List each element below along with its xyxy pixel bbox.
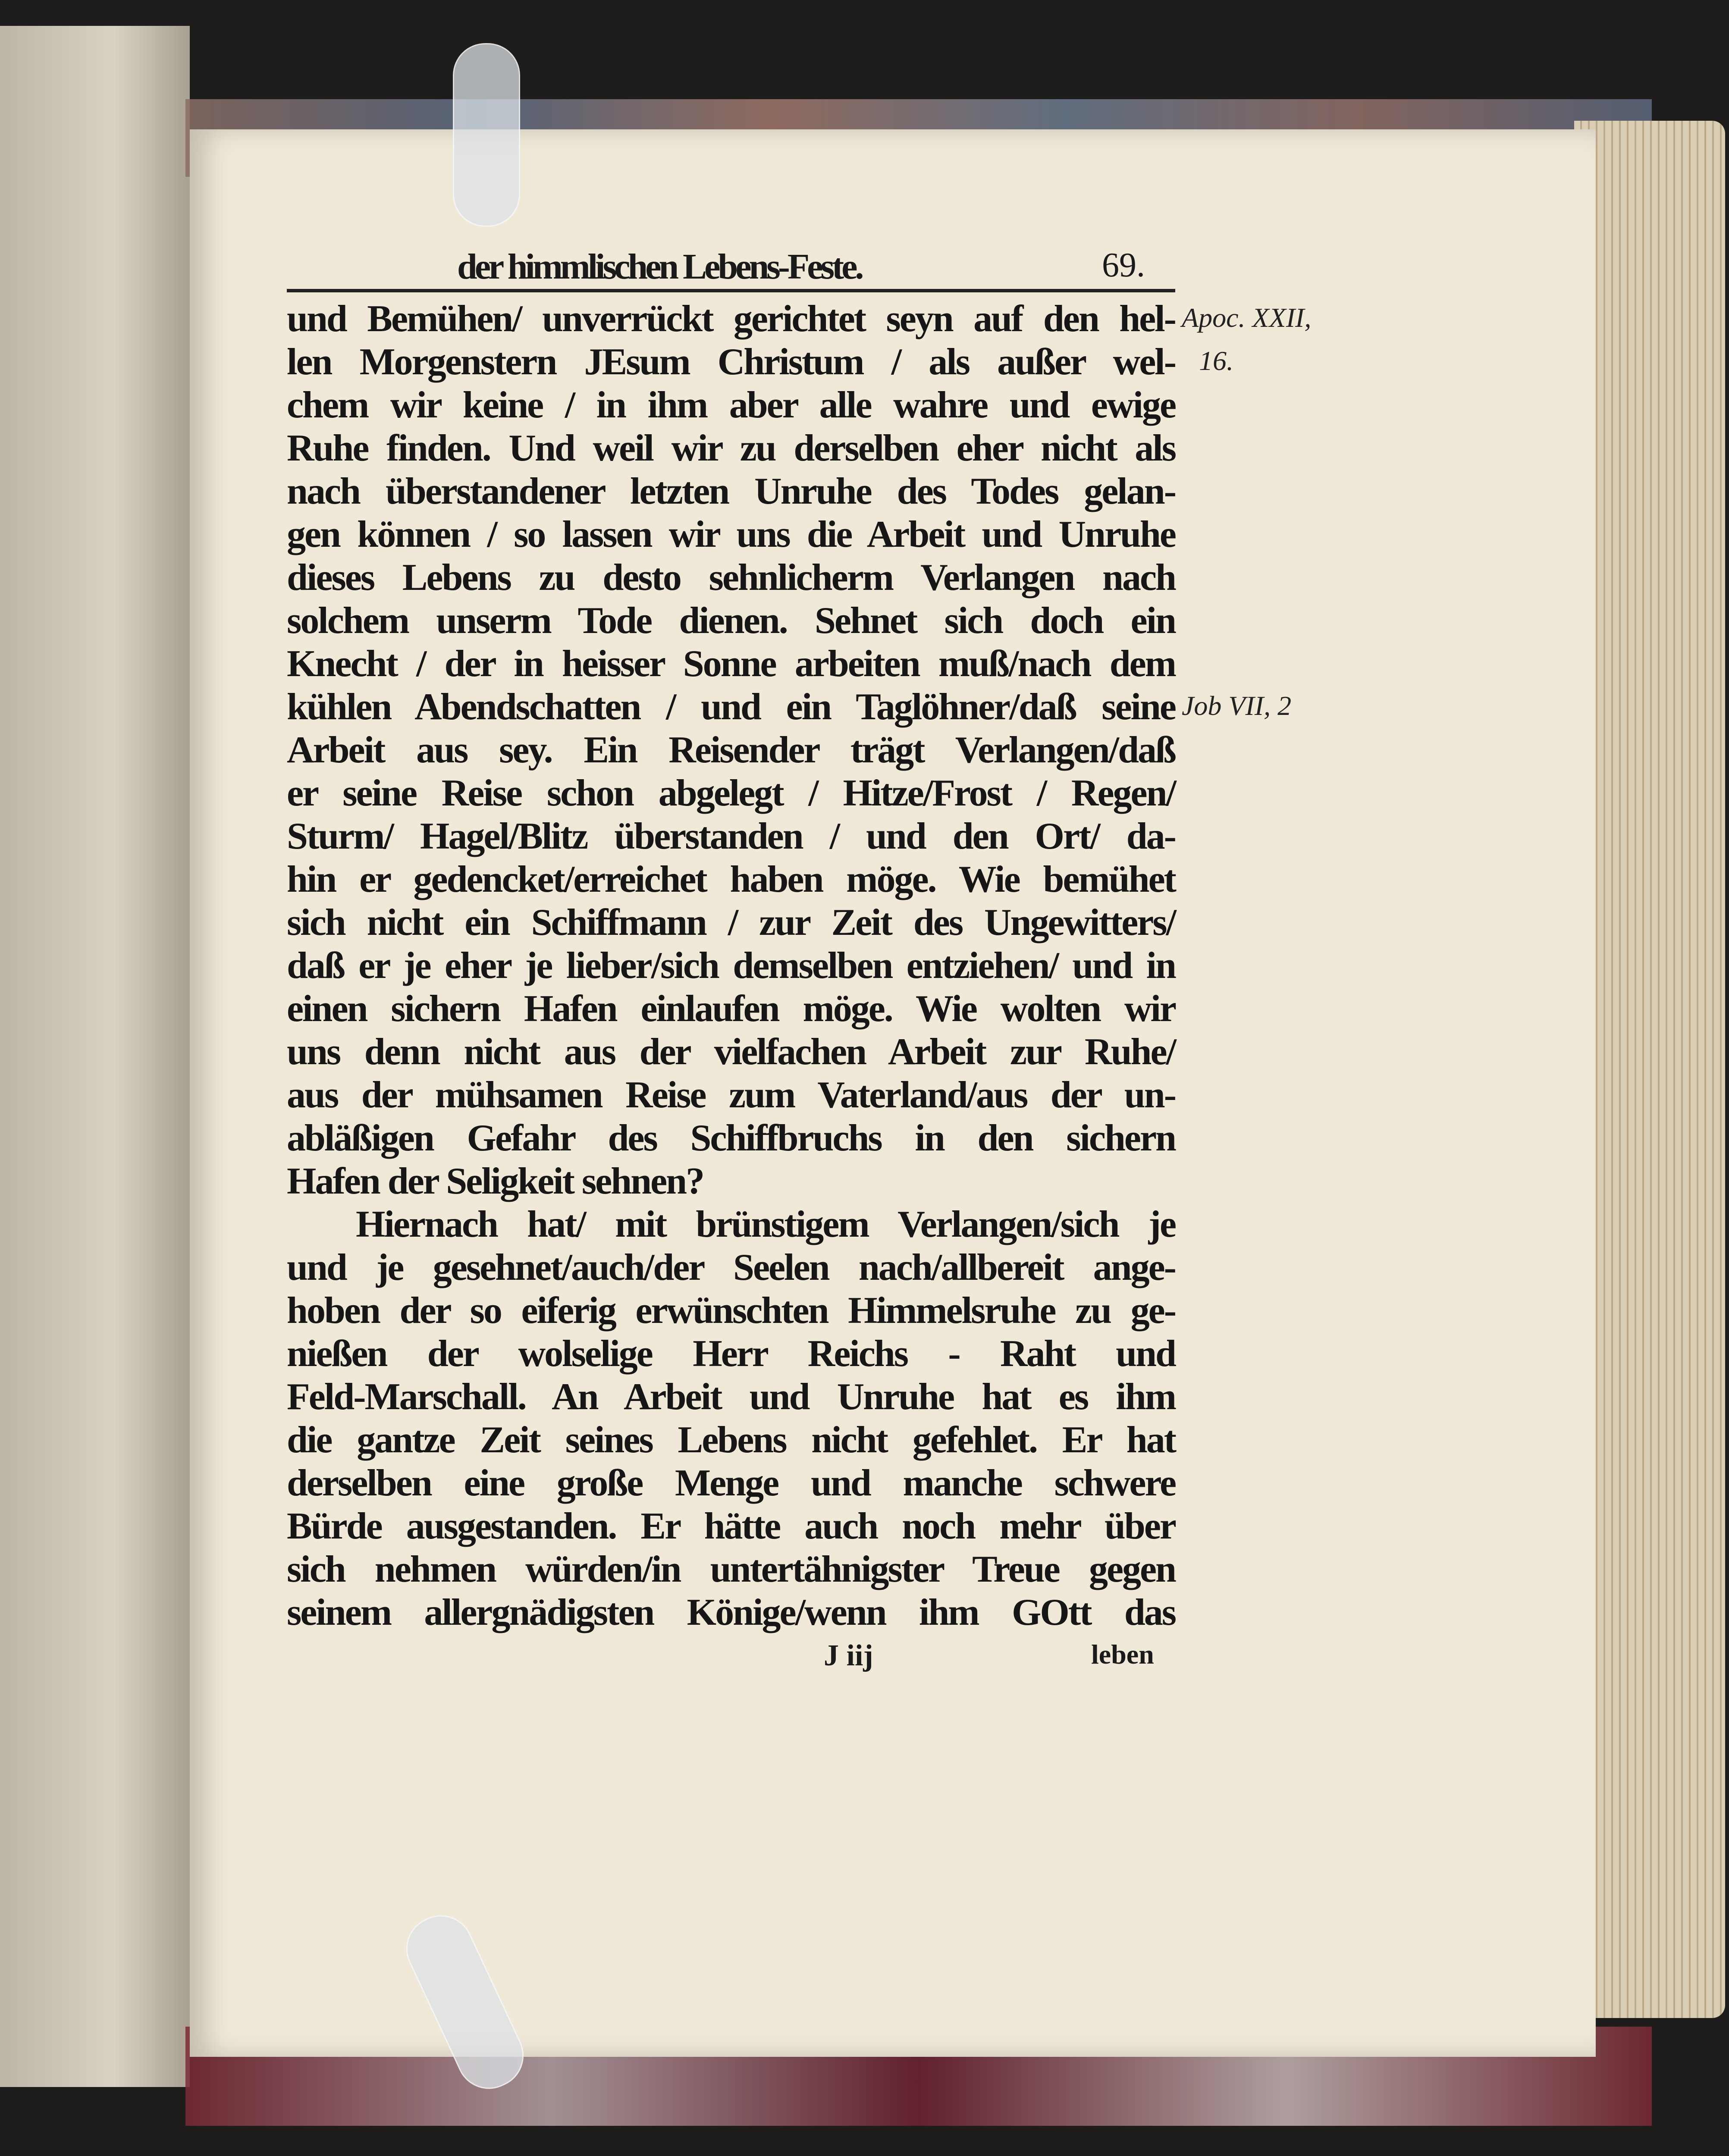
text-line: hin er gedencket/erreichet haben möge. Wie bemühet <box>287 859 1175 900</box>
text-line: Feld-Marschall. An Arbeit und Unruhe hat es ihm <box>287 1376 1175 1418</box>
text-line: Bürde ausgestanden. Er hätte auch noch mehr über <box>287 1505 1175 1547</box>
page-number: 69. <box>1102 246 1145 284</box>
text-line: nießen der wolselige Herr Reichs - Raht und <box>287 1333 1175 1375</box>
text-line: chem wir keine / in ihm aber alle wahre und ewige <box>287 384 1175 426</box>
text-line: solchem unserm Tode dienen. Sehnet sich doch ein <box>287 600 1175 642</box>
text-line: derselben eine große Menge und manche schwere <box>287 1462 1175 1504</box>
margin-note: Apoc. XXII, <box>1182 302 1312 333</box>
text-line: Hiernach hat/ mit brünstigem Verlangen/sich je <box>356 1203 1175 1245</box>
text-line: kühlen Abendschatten / und ein Taglöhner/daß seine <box>287 686 1175 728</box>
text-line: uns denn nicht aus der vielfachen Arbeit zur Ruhe/ <box>287 1031 1175 1073</box>
catchword: leben <box>1091 1639 1154 1670</box>
text-line: seinem allergnädigsten Könige/wenn ihm GOtt das <box>287 1592 1175 1633</box>
text-line: hoben der so eiferig erwünschten Himmelsruhe zu ge- <box>287 1290 1175 1332</box>
text-line: len Morgenstern JEsum Christum / als außer wel- <box>287 341 1175 383</box>
text-line: er seine Reise schon abgelegt / Hitze/Frost / Regen/ <box>287 772 1175 814</box>
text-line: abläßigen Gefahr des Schiffbruchs in den sichern <box>287 1117 1175 1159</box>
page-clip-top <box>453 43 520 227</box>
margin-note: 16. <box>1199 345 1233 376</box>
text-line: Sturm/ Hagel/Blitz überstanden / und den Ort/ da- <box>287 815 1175 857</box>
page-fore-edge <box>1574 121 1725 2018</box>
text-line: aus der mühsamen Reise zum Vaterland/aus der un- <box>287 1074 1175 1116</box>
margin-note: Job VII, 2 <box>1182 690 1292 721</box>
text-line: und je gesehnet/auch/der Seelen nach/allbereit ange- <box>287 1247 1175 1288</box>
text-line: einen sichern Hafen einlaufen möge. Wie wolten wir <box>287 988 1175 1030</box>
body-text <box>287 298 1175 1634</box>
text-line: daß er je eher je lieber/sich demselben entziehen/ und in <box>287 945 1175 987</box>
text-line: gen können / so lassen wir uns die Arbeit und Unruhe <box>287 514 1175 555</box>
text-line: Arbeit aus sey. Ein Reisender trägt Verlangen/daß <box>287 729 1175 771</box>
running-title: der himmlischen Lebens-Feste. <box>457 247 862 287</box>
text-line: und Bemühen/ unverrückt gerichtet seyn auf den hel- <box>287 298 1175 340</box>
text-line: nach überstandener letzten Unruhe des Todes gelan- <box>287 470 1175 512</box>
signature-mark: J iij <box>824 1639 873 1672</box>
text-line: die gantze Zeit seines Lebens nicht gefehlet. Er hat <box>287 1419 1175 1461</box>
text-line: Knecht / der in heisser Sonne arbeiten muß/nach dem <box>287 643 1175 685</box>
text-line: sich nicht ein Schiffmann / zur Zeit des Ungewitters/ <box>287 902 1175 943</box>
text-line: dieses Lebens zu desto sehnlicherm Verlangen nach <box>287 557 1175 599</box>
facing-left-page <box>0 26 190 2087</box>
text-line: Ruhe finden. Und weil wir zu derselben eher nicht als <box>287 427 1175 469</box>
text-line: sich nehmen würden/in untertähnigster Treue gegen <box>287 1548 1175 1590</box>
header-rule <box>287 289 1175 292</box>
text-line: Hafen der Seligkeit sehnen? <box>287 1160 704 1202</box>
